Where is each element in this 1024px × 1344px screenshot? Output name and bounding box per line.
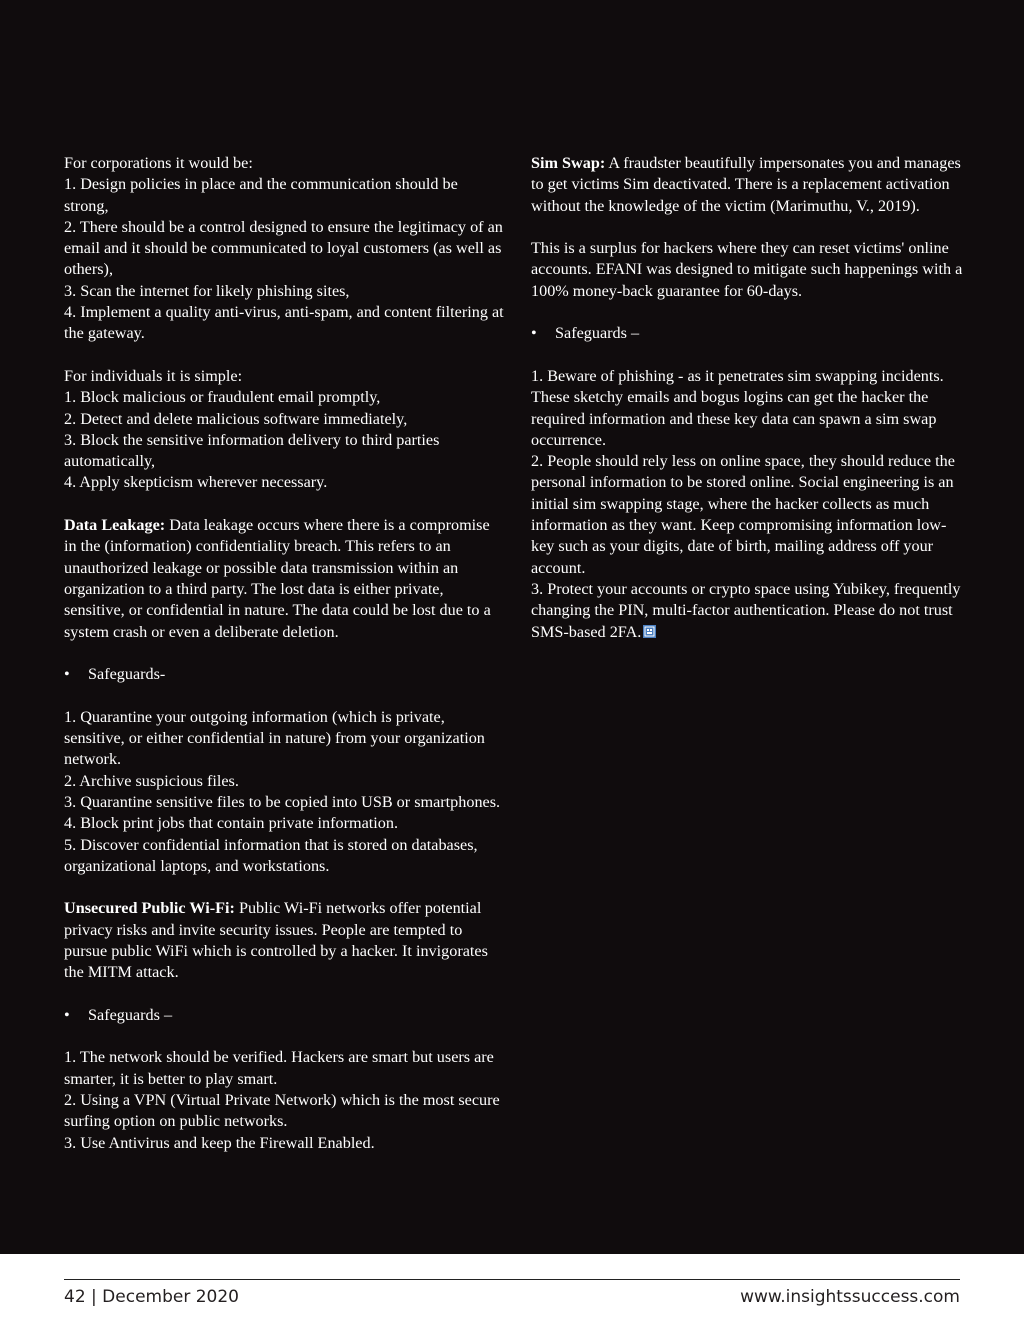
safeguards-label: Safeguards –	[88, 1005, 173, 1024]
wifi-body: Public Wi-Fi networks offer potential privacy risks and invite security issues. People are tempted to pursue public WiFi which is controlled by a hacker. It invigorates the MITM attack.	[64, 899, 488, 982]
safeguard-item: 1. Beware of phishing - as it penetrates sim swapping incidents. These sketchy emails and bogus logins can get the hacker the required information and these key data can spawn a sim swap occurrence.	[531, 366, 944, 449]
safeguard-item: 2. Archive suspicious files.	[64, 771, 239, 790]
safeguard-item	[531, 579, 963, 643]
end-of-article-icon	[643, 625, 656, 638]
safeguard-item: 2. People should rely less on online space, they should reduce the personal information to be stored online. Social engineering is an initial sim swapping stage, where the hacker collects as much information as they want. Keep compromising information low-key such as your digits, date of birth, mailing address off your account.	[531, 452, 955, 577]
individuals-item: 4. Apply skepticism wherever necessary.	[64, 473, 328, 492]
data-leakage-paragraph	[64, 515, 504, 643]
safeguard-item: 3. Quarantine sensitive files to be copied into USB or smartphones.	[64, 792, 501, 811]
safeguard-item: 3. Use Antivirus and keep the Firewall Enabled.	[64, 1133, 375, 1152]
left-column	[64, 153, 504, 1175]
safeguard-item-text: 3. Protect your accounts or crypto space using Yubikey, frequently changing the PIN, multi-factor authentication. Please do not trust SMS-based 2FA.	[531, 579, 961, 641]
corporations-item: 3. Scan the internet for likely phishing sites,	[64, 281, 350, 300]
bullet-symbol: •	[64, 1005, 70, 1024]
corporations-item: 2. There should be a control designed to ensure the legitimacy of an email and it should be communicated to loyal customers (as well as others),	[64, 217, 503, 279]
data-leakage-body: Data leakage occurs where there is a compromise in the (information) confidentiality breach. This refers to an unauthorized leakage or possible data transmission within an organization to a third party. The lost data is either private, sensitive, or confidential in nature. The data could be lost due to a system crash or even a deliberate deletion.	[64, 516, 491, 641]
sim-swap-body: A fraudster beautifully impersonates you and manages to get victims Sim deactivated. There is a replacement activation without the knowledge of the victim (Marimuthu, V., 2019).	[531, 154, 961, 215]
sim-swap-safeguards-bullet	[531, 323, 963, 344]
bullet-symbol: •	[531, 324, 537, 343]
wifi-safeguards-list	[64, 1047, 504, 1153]
safeguard-item: 1. Quarantine your outgoing information (which is private, sensitive, or either confidential in nature) from your organization network.	[64, 707, 485, 769]
sim-swap-paragraph	[531, 153, 963, 217]
individuals-section	[64, 366, 504, 494]
footer-page-issue: 42 | December 2020	[64, 1287, 239, 1307]
corporations-section	[64, 153, 504, 345]
sim-swap-surplus-paragraph: This is a surplus for hackers where they can reset victims' online accounts. EFANI was designed to mitigate such happenings with a 100% money-back guarantee for 60-days.	[531, 239, 963, 300]
sim-swap-safeguards-list	[531, 366, 963, 643]
wifi-safeguards-bullet	[64, 1005, 504, 1026]
individuals-item: 3. Block the sensitive information delivery to third parties automatically,	[64, 430, 440, 471]
data-leakage-safeguards-bullet	[64, 664, 504, 685]
safeguard-item: 1. The network should be verified. Hackers are smart but users are smarter, it is better to play smart.	[64, 1048, 494, 1088]
sim-swap-heading: Sim Swap:	[531, 154, 606, 172]
safeguards-label: Safeguards –	[555, 324, 640, 343]
footer-website[interactable]: www.insightssuccess.com	[740, 1287, 960, 1307]
corporations-intro: For corporations it would be:	[64, 154, 253, 172]
safeguards-label: Safeguards-	[88, 665, 166, 684]
safeguard-item: 4. Block print jobs that contain private information.	[64, 814, 399, 833]
individuals-item: 2. Detect and delete malicious software immediately,	[64, 409, 408, 428]
footer-divider	[64, 1279, 960, 1280]
individuals-item: 1. Block malicious or fraudulent email promptly,	[64, 388, 381, 407]
safeguard-item: 2. Using a VPN (Virtual Private Network) which is the most secure surfing option on public networks.	[64, 1091, 500, 1131]
safeguard-item: 5. Discover confidential information that is stored on databases, organizational laptops, and workstations.	[64, 835, 478, 875]
wifi-heading: Unsecured Public Wi-Fi:	[64, 899, 235, 918]
bullet-symbol: •	[64, 665, 70, 684]
corporations-item: 1. Design policies in place and the communication should be strong,	[64, 175, 458, 215]
individuals-intro: For individuals it is simple:	[64, 366, 243, 385]
data-leakage-heading: Data Leakage:	[64, 516, 166, 535]
wifi-paragraph	[64, 898, 504, 983]
right-column	[531, 153, 963, 664]
data-leakage-safeguards-list	[64, 707, 504, 877]
corporations-item: 4. Implement a quality anti-virus, anti-spam, and content filtering at the gateway.	[64, 303, 504, 343]
